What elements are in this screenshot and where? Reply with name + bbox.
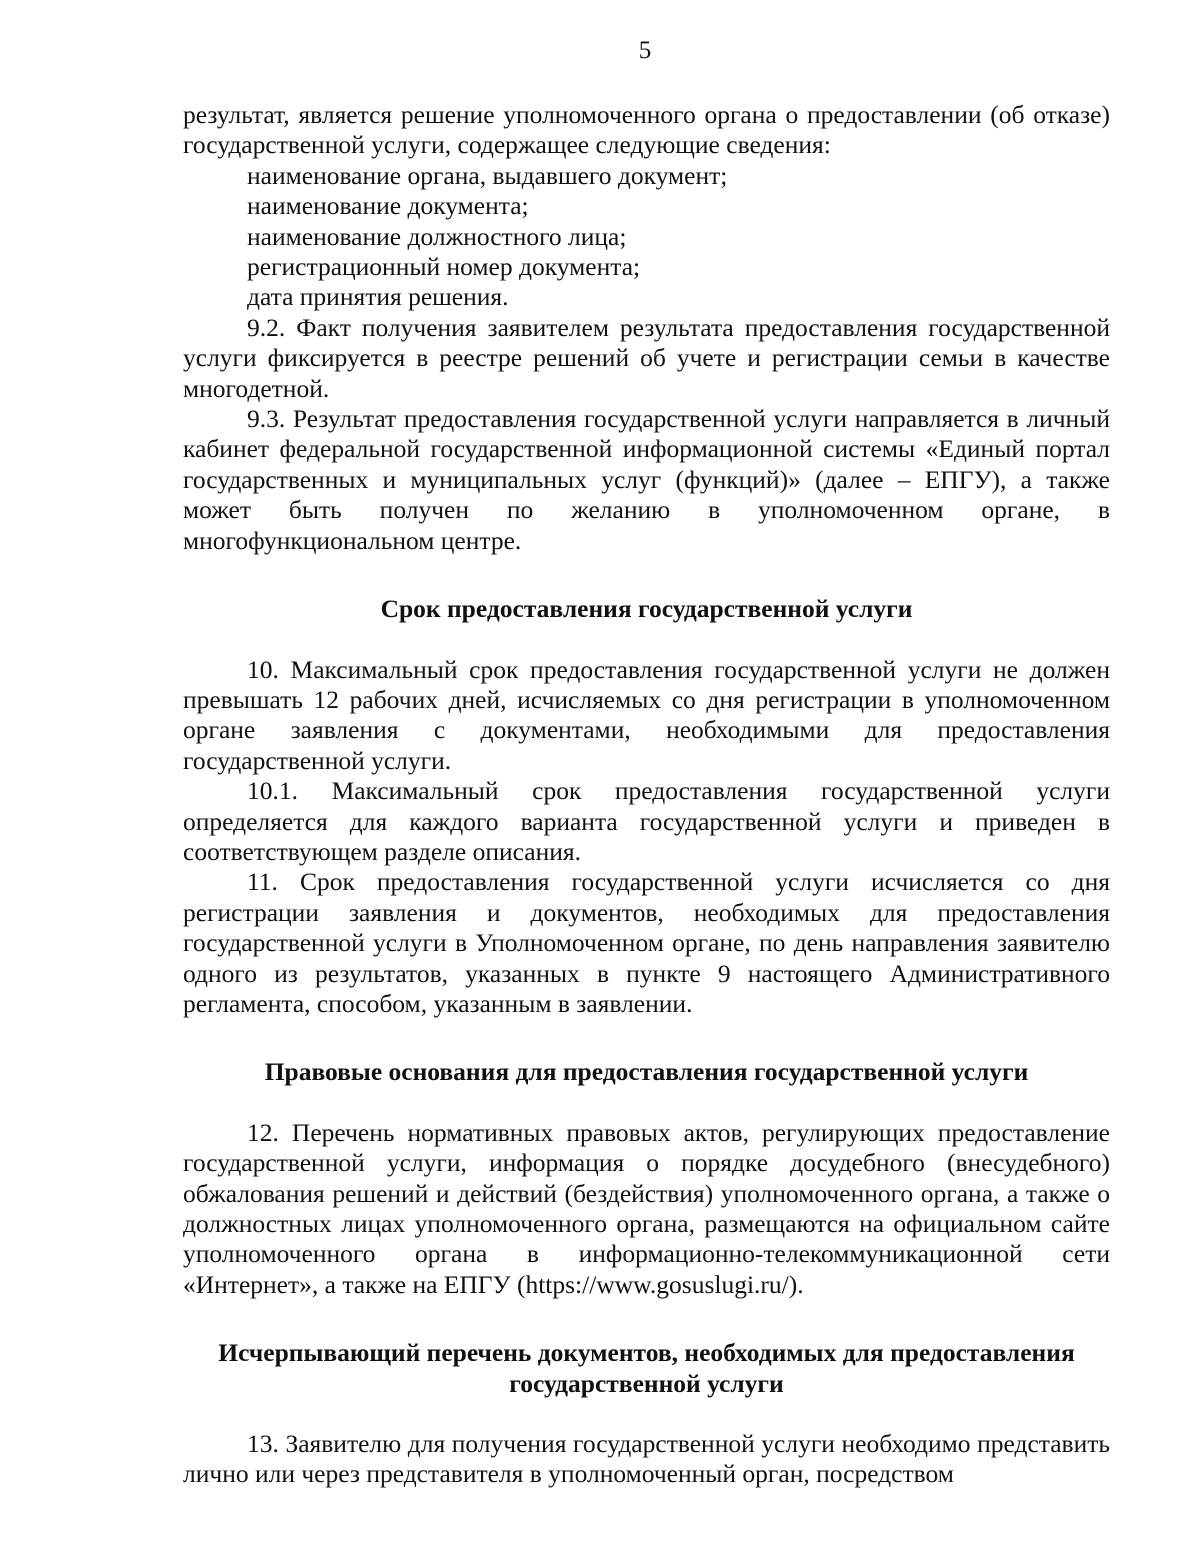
- section-heading-documents-line2: государственной услуги: [509, 1368, 784, 1398]
- paragraph-12: 12. Перечень нормативных правовых актов, регулирующих предоставление государственной услуги, информация о порядке досудебного (внесудебного) обжалования решений и действий (бездействия) уполномоченного органа, а также о должностных лицах уполномоченного органа, размещаются на официальном сайте уполномоченного органа в информационно-телекоммуникационной сети «Интернет», а также на ЕПГУ (https://www.gosuslugi.ru/).: [183, 1117, 1110, 1299]
- section-heading-legal-basis: Правовые основания для предоставления государственной услуги: [264, 1057, 1029, 1087]
- section-heading-documents: [183, 1338, 1110, 1399]
- paragraph-9-3: 9.3. Результат предоставления государственной услуги направляется в личный кабинет федеральной государственной информационной системы «Единый портал государственных и муниципальных услуг (функций)» (далее – ЕПГУ), а также может быть получен по желанию в уполномоченном органе, в многофункциональном центре.: [183, 404, 1110, 555]
- section-heading-documents-line1: Исчерпывающий перечень документов, необходимых для предоставления: [218, 1338, 1075, 1368]
- paragraph-9-2: 9.2. Факт получения заявителем результата предоставления государственной услуги фиксируется в реестре решений об учете и регистрации семьи в качестве многодетной.: [183, 312, 1110, 403]
- list-item: дата принятия решения.: [247, 282, 509, 312]
- section-heading-term: Срок предоставления государственной услуги: [380, 594, 913, 624]
- paragraph-10-1: 10.1. Максимальный срок предоставления государственной услуги определяется для каждого варианта государственной услуги и приведен в соответствующем разделе описания.: [183, 776, 1110, 866]
- paragraph-10: 10. Максимальный срок предоставления государственной услуги не должен превышать 12 рабочих дней, исчисляемых со дня регистрации в уполномоченном органе заявления с документами, необходимыми для предоставления государственной услуги.: [183, 654, 1110, 775]
- page-number: 5: [638, 37, 652, 64]
- list-item: регистрационный номер документа;: [247, 252, 641, 282]
- paragraph-11: 11. Срок предоставления государственной услуги исчисляется со дня регистрации заявления и документов, необходимых для предоставления государственной услуги в Уполномоченном органе, по день направления заявителю одного из результатов, указанных в пункте 9 настоящего Административного регламента, способом, указанным в заявлении.: [183, 867, 1110, 1018]
- paragraph-intro: результат, является решение уполномоченного органа о предоставлении (об отказе) государственной услуги, содержащее следующие сведения:: [183, 100, 1110, 160]
- list-item: наименование документа;: [247, 191, 529, 221]
- paragraph-13: 13. Заявителю для получения государственной услуги необходимо представить лично или через представителя в уполномоченный орган, посредством: [183, 1429, 1110, 1489]
- list-item: наименование должностного лица;: [247, 221, 627, 251]
- list-item: наименование органа, выдавшего документ;: [247, 160, 728, 190]
- document-body: [183, 100, 1110, 1490]
